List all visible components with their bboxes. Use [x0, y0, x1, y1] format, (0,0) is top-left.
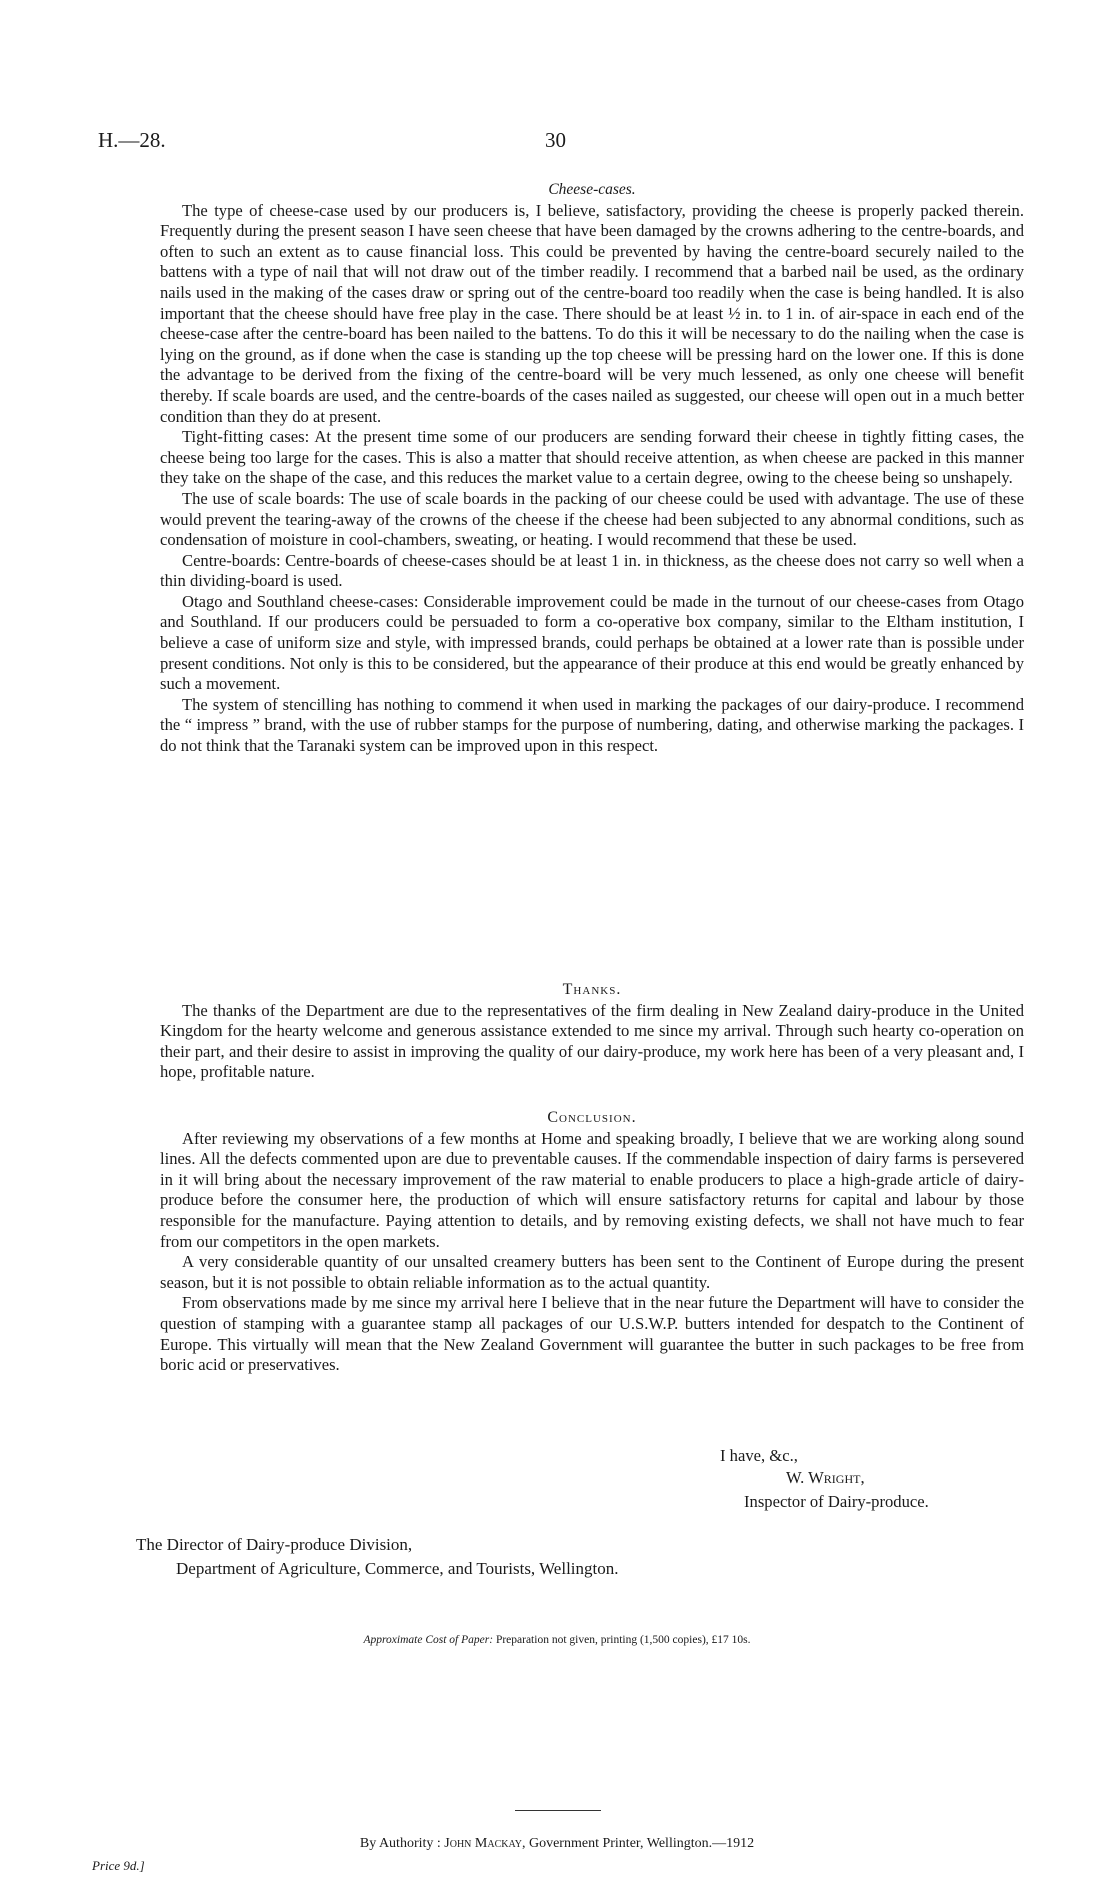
section-heading: Cheese-cases.	[548, 181, 636, 198]
paragraph: Tight-fitting cases: At the present time some of our producers are sending forward their cheese in tightly fitting cases, the cheese being too large for the cases. This is also a matter that should receive attention, as when cheese are packed in this manner they take on the shape of the case, and this reduces the market value to a certain degree, owing to the cheese being so unshapely.	[160, 427, 1024, 488]
address-line-2: Department of Agriculture, Commerce, and Tourists, Wellington.	[176, 1559, 619, 1578]
price: Price 9d.]	[92, 1858, 145, 1873]
signoff-title: Inspector of Dairy-produce.	[744, 1492, 929, 1511]
signoff-name: W. Wright,	[786, 1468, 865, 1487]
section-thanks	[160, 980, 1024, 1083]
paragraph: The system of stencilling has nothing to commend it when used in marking the packages of our dairy-produce. I recommend the “ impress ” brand, with the use of rubber stamps for the purpose of numbering, dating, and otherwise marking the packages. I do not think that the Taranaki system can be improved upon in this respect.	[160, 694, 1024, 756]
paragraph: The type of cheese-case used by our producers is, I believe, satisfactory, providing the cheese is properly packed therein. Frequently during the present season I have seen cheese that have been damaged by the crowns adhering to the centre-boards, and often to such an extent as to cause financial loss. This could be prevented by having the centre-board securely nailed to the battens with a type of nail that will not draw out of the timber readily. I recommend that a barbed nail be used, as the ordinary nails used in the making of the cases draw or spring out of the centre-board too readily when the case is being handled. It is also important that the cheese should have free play in the case. There should be at least ½ in. to 1 in. of air-space in each end of the cheese-case after the centre-board has been nailed to the battens. To do this it will be necessary to do the nailing when the case is lying on the ground, as if done when the case is standing up the top cheese will be pressing hard on the lower one. If this is done the advantage to be derived from the fixing of the centre-board will be very much lessened, as only one cheese will benefit thereby. If scale boards are used, and the centre-boards of the cases nailed as suggested, our cheese will open out in a much better condition than they do at present.	[160, 200, 1024, 426]
authority-suffix: Government Printer, Wellington.—1912	[528, 1836, 755, 1851]
paragraph: A very considerable quantity of our unsalted creamery butters has been sent to the Continent of Europe during the present season, but it is not possible to obtain reliable information as to the actual quantity.	[160, 1252, 1024, 1292]
paragraph: From observations made by me since my arrival here I believe that in the near future the Department will have to consider the question of stamping with a guarantee stamp all packages of our U.S.W.P. butters intended for despatch to the Continent of Europe. This virtually will mean that the New Zealand Government will guarantee the butter in such packages to be free from boric acid or preservatives.	[160, 1293, 1024, 1375]
paragraph: Otago and Southland cheese-cases: Considerable improvement could be made in the turnout of our cheese-cases from Otago and Southland. If our producers could be persuaded to form a co-operative box company, similar to the Eltham institution, I believe a case of uniform size and style, with impressed brands, could perhaps be obtained at a lower rate than is possible under present conditions. Not only is this to be considered, but the appearance of their produce at this end would be greatly enhanced by such a movement.	[160, 591, 1024, 694]
signoff-closing: I have, &c.,	[720, 1446, 798, 1465]
authority-prefix: By Authority :	[359, 1836, 441, 1851]
printer-authority	[0, 1836, 1114, 1852]
divider-rule	[515, 1810, 601, 1811]
cost-of-paper	[0, 1634, 1114, 1646]
section-cheese-cases	[160, 180, 1024, 757]
printer-name: John Mackay,	[444, 1836, 526, 1851]
cost-text: Preparation not given, printing (1,500 copies), £17 10s.	[495, 1634, 751, 1646]
paragraph: The thanks of the Department are due to the representatives of the firm dealing in New Zealand dairy-produce in the United Kingdom for the hearty welcome and generous assistance extended to me since my arrival. Through such hearty co-operation on their part, and their desire to assist in improving the quality of our dairy-produce, my work here has been of a very pleasant and, I hope, profitable nature.	[160, 1000, 1024, 1082]
section-conclusion	[160, 1108, 1024, 1376]
paragraph: After reviewing my observations of a few months at Home and speaking broadly, I believe that we are working along sound lines. All the defects commented upon are due to preventable causes. If the commendable inspection of dairy farms is persevered in it will bring about the necessary improvement of the raw material to enable producers to place a high-grade article of dairy-produce before the consumer here, the production of which will ensure satisfactory returns for capital and labour by those responsible for the manufacture. Paying attention to details, and by removing existing defects, we shall not have much to fear from our competitors in the open markets.	[160, 1128, 1024, 1251]
address-line-1: The Director of Dairy-produce Division,	[136, 1535, 413, 1554]
page-number: 30	[545, 128, 566, 152]
section-heading: Conclusion.	[547, 1109, 637, 1126]
report-reference: H.—28.	[98, 128, 166, 152]
paragraph: Centre-boards: Centre-boards of cheese-cases should be at least 1 in. in thickness, as the cheese does not carry so well when a thin dividing-board is used.	[160, 550, 1024, 591]
section-heading: Thanks.	[562, 981, 622, 998]
cost-label: Approximate Cost of Paper:	[363, 1634, 494, 1646]
paragraph: The use of scale boards: The use of scale boards in the packing of our cheese could be used with advantage. The use of these would prevent the tearing-away of the crowns of the cheese if the cheese had been subjected to any abnormal conditions, such as condensation of moisture in cool-chambers, sweating, or heating. I would recommend that these be used.	[160, 488, 1024, 550]
